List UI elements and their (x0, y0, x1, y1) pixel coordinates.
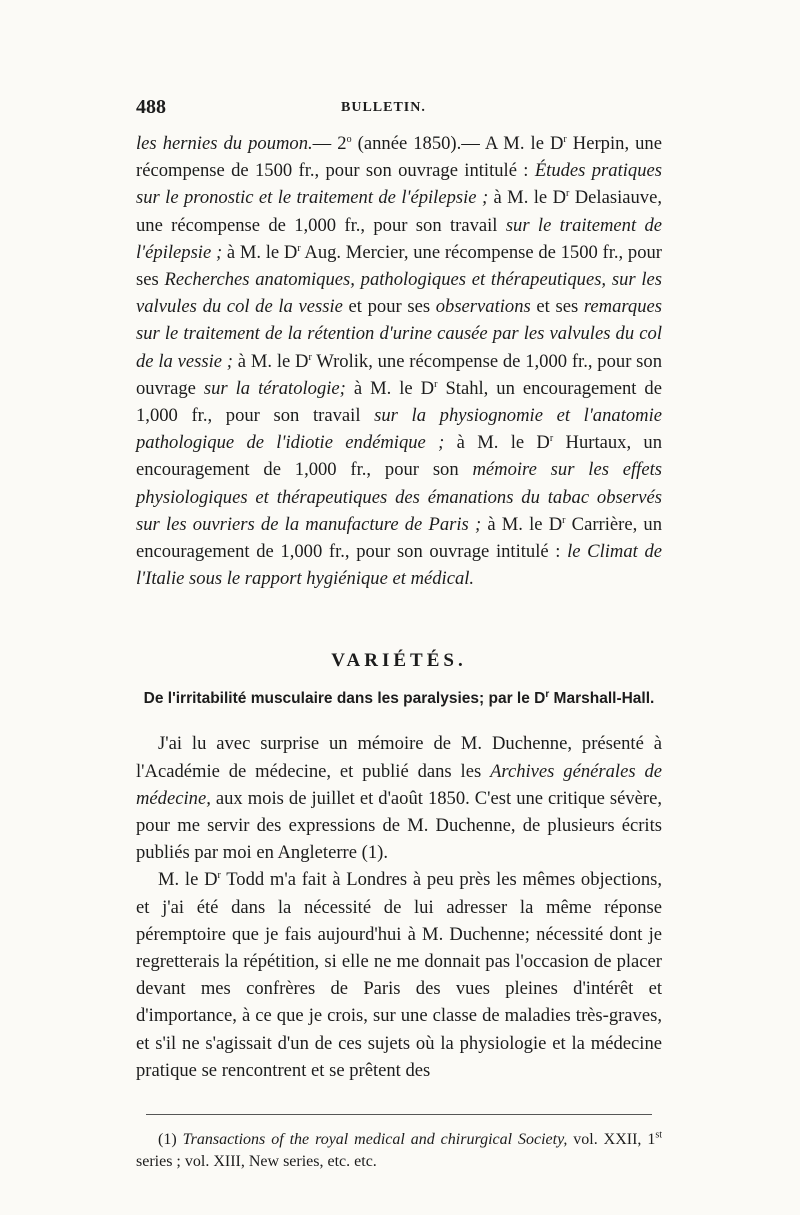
text-span: Wrolik, une récompense de 1,000 fr., pour son ouvrage (136, 350, 663, 399)
text-span: Archives générales de médecine, (136, 760, 663, 809)
superscript: r (217, 870, 221, 882)
text-span: Herpin, une récompense de 1500 fr., pour son ouvrage intitulé : (136, 133, 662, 182)
text-span: M. le D (158, 869, 218, 891)
text-span: à M. le D (233, 350, 309, 372)
text-span: à M. le D (488, 187, 567, 209)
superscript: r (549, 433, 554, 445)
text-span: — 2 (312, 133, 347, 154)
text-span: à M. le D (222, 241, 298, 263)
text-span: Delasiauve, une récompense de 1,000 fr., pour son travail (136, 187, 663, 236)
superscript: r (297, 242, 301, 254)
superscript: r (308, 351, 312, 363)
text-span: Todd m'a fait à Londres à peu près les mêmes objections, et j'ai été dans la nécessité de lui adresser la même réponse péremptoire que je fais aujourd'hui à M. Duchenne; nécessité dont je regretterais la répétition, si elle ne me donnait pas l'occasion de placer devant mes confrères de Paris des vues pleines d'intérêt et d'importance, à ce que je crois, sur une classe de maladies très-graves, et s'il ne s'agissait d'un de ces sujets où la physiologie et la médecine pratique se rencontrent et se prêtent des (136, 869, 663, 1081)
text-span: Études pratiques sur le pronostic et le traitement de l'épilepsie ; (136, 160, 662, 209)
text-span: (année 1850).— A M. le D (351, 133, 564, 154)
superscript: r (566, 188, 570, 200)
text-span: Hurtaux, un encouragement de 1,000 fr., pour son (136, 432, 663, 481)
page-number: 488 (136, 96, 166, 118)
text-span: Stahl, un encouragement de 1,000 fr., pour son travail (136, 377, 662, 427)
text-span: sur la tératologie; (203, 377, 346, 399)
superscript: o (346, 133, 352, 145)
text-span: à M. le D (345, 377, 435, 399)
text-span: sur le traitement de l'épilepsie ; (136, 214, 662, 263)
text-span: Marshall-Hall. (549, 690, 655, 708)
awards-paragraph (136, 130, 662, 592)
footnote-marker: (1) (158, 1131, 183, 1149)
superscript: r (545, 689, 550, 701)
text-span: J'ai lu avec surprise un mémoire de M. Duchenne, présenté à l'Académie de médecine, et publié dans les (136, 733, 662, 782)
footnote (136, 1129, 662, 1173)
text-span: observations (435, 296, 531, 318)
text-span: Aug. Mercier, une récompense de 1500 fr., pour ses (136, 241, 662, 291)
superscript: st (655, 1129, 663, 1141)
superscript: r (434, 378, 438, 390)
text-span: sur la physiognomie et l'anatomie pathologique de l'idiotie endémique ; (136, 405, 663, 454)
text-span: à M. le D (481, 513, 563, 535)
superscript: r (562, 514, 566, 526)
body-paragraph (136, 730, 662, 866)
body-paragraph (136, 866, 662, 1084)
superscript: r (563, 133, 567, 145)
text-span: series ; vol. XIII, New series, etc. etc. (136, 1153, 377, 1171)
text-span: vol. XXII, 1 (567, 1131, 656, 1149)
text-span: mémoire sur les effets physiologiques et thérapeutiques des émanations du tabac observés sur les ouvriers de la manufacture de Paris ; (136, 459, 662, 535)
text-span: les hernies du poumon. (136, 133, 313, 154)
text-span: De l'irritabilité musculaire dans les paralysies; par le D (143, 690, 546, 708)
text-span: et pour ses (342, 296, 436, 318)
page-header (136, 96, 662, 130)
book-page (136, 96, 662, 1173)
footnote-divider (146, 1114, 652, 1115)
article-title (136, 690, 662, 708)
section-title: VARIÉTÉS. (331, 650, 467, 672)
text-span: Carrière, un encouragement de 1,000 fr., pour son ouvrage intitulé : (136, 513, 662, 563)
text-span: remarques sur le traitement de la rétention d'urine causée par les valvules du col de la vessie ; (136, 296, 662, 372)
text-span: Recherches anatomiques, pathologiques et thérapeutiques, sur les valvules du col de la vessie (136, 269, 663, 318)
text-span: à M. le D (444, 432, 550, 454)
running-title: BULLETIN. (341, 100, 426, 115)
text-span: et ses (530, 296, 584, 318)
text-span: aux mois de juillet et d'août 1850. C'est une critique sévère, pour me servir des expressions de M. Duchenne, de plusieurs écrits publiés par moi en Angleterre (1). (136, 787, 662, 864)
text-span: Transactions of the royal medical and chirurgical Society, (182, 1131, 568, 1149)
text-span: le Climat de l'Italie sous le rapport hygiénique et médical. (136, 541, 663, 590)
